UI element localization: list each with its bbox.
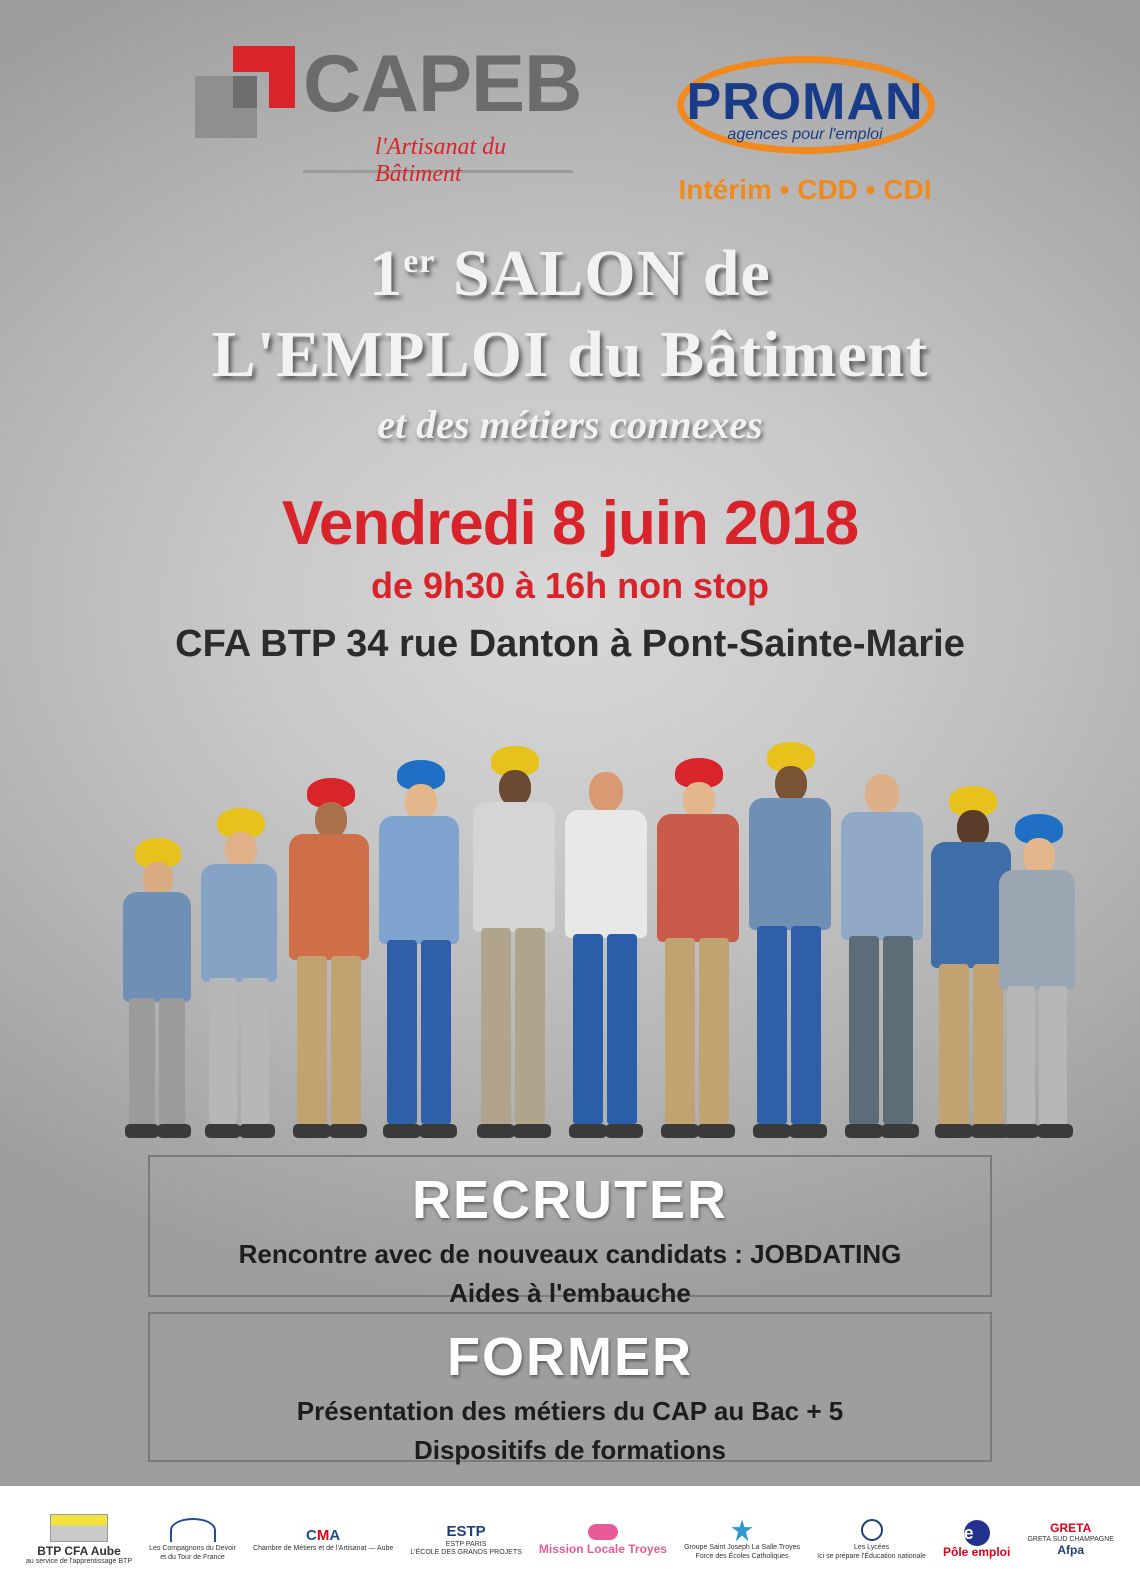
worker-figure — [371, 760, 467, 1138]
panel-recruter-line-1: Rencontre avec de nouveaux candidats : JOBDATING — [238, 1239, 902, 1269]
saint-joseph-icon — [731, 1519, 753, 1541]
title-line-2: L'EMPLOI du Bâtiment — [211, 318, 929, 392]
logos-header — [0, 38, 1140, 228]
compagnons-icon — [170, 1518, 216, 1542]
partner-compagnons-name: Les Compagnons du Devoir — [149, 1545, 236, 1553]
title-line-1 — [0, 237, 1140, 310]
event-date: Vendredi 8 juin 2018 — [281, 488, 859, 558]
worker-figure — [113, 838, 199, 1138]
partner-pole-emploi — [943, 1520, 1010, 1560]
partner-lycees — [817, 1519, 926, 1560]
title-block — [0, 237, 1140, 666]
partner-greta-afpa — [1027, 1522, 1113, 1558]
panel-former — [148, 1312, 992, 1465]
proman-contract-types: Intérim • CDD • CDI — [678, 174, 932, 205]
capeb-logo — [185, 38, 582, 198]
estp-icon: ESTP — [446, 1523, 486, 1541]
mission-locale-icon — [588, 1524, 618, 1540]
worker-figure — [193, 808, 285, 1138]
cma-icon: CMA — [306, 1527, 341, 1545]
panel-former-line-1: Présentation des métiers du CAP au Bac + 5 — [296, 1396, 844, 1426]
partner-btp-cfa-sub: au service de l'apprentissage BTP — [26, 1558, 133, 1566]
title-line-3: et des métiers connexes — [377, 401, 763, 447]
title-line-1-prefix: 1 — [369, 237, 404, 310]
panel-former-line-2: Dispositifs de formations — [413, 1435, 727, 1465]
partner-afpa-name: Afpa — [1057, 1543, 1085, 1558]
capeb-tagline: l'Artisanat du Bâtiment — [375, 134, 507, 187]
lycees-icon — [861, 1519, 883, 1541]
worker-figure — [739, 742, 839, 1138]
greta-afpa-icon: GRETA — [1050, 1521, 1092, 1536]
partner-compagnons-sub: et du Tour de France — [160, 1553, 225, 1561]
worker-figure — [555, 762, 655, 1138]
worker-figure — [647, 758, 747, 1138]
panel-recruter — [148, 1155, 992, 1308]
partner-mission-locale — [539, 1524, 667, 1557]
worker-figure — [991, 814, 1083, 1138]
title-line-1-sup: er — [403, 243, 436, 280]
partners-footer — [0, 1486, 1140, 1594]
partner-estp-sub: L'ÉCOLE DES GRANDS PROJETS — [410, 1548, 522, 1556]
panel-recruter-title: RECRUTER — [411, 1170, 728, 1230]
partner-cma-sub: Chambre de Métiers et de l'Artisanat — Aube — [253, 1544, 394, 1552]
partner-lycees-sub: Ici se prépare l'Éducation nationale — [817, 1552, 926, 1560]
event-hours: de 9h30 à 16h non stop — [370, 564, 770, 606]
partner-compagnons — [149, 1518, 236, 1561]
proman-logo — [655, 38, 955, 213]
panel-recruter-line-2: Aides à l'embauche — [449, 1278, 691, 1308]
worker-figure — [281, 778, 377, 1138]
partner-saint-joseph-sub: Force des Écoles Catholiques — [695, 1552, 789, 1560]
pole-emploi-icon: e — [964, 1520, 990, 1546]
partner-estp — [410, 1523, 521, 1556]
partner-saint-joseph — [684, 1519, 800, 1560]
event-place: CFA BTP 34 rue Danton à Pont-Sainte-Marie — [175, 622, 965, 665]
partner-cma — [253, 1527, 393, 1552]
partner-btp-cfa-name: BTP CFA Aube — [37, 1543, 121, 1558]
panel-former-title: FORMER — [447, 1327, 693, 1387]
partner-pole-emploi-name: Pôle emploi — [943, 1545, 1011, 1560]
proman-tagline: agences pour l'emploi — [727, 126, 883, 143]
partner-mission-locale-name: Mission Locale Troyes — [538, 1541, 667, 1556]
workers-photo — [85, 718, 1055, 1138]
partner-lycees-name: Les Lycées — [853, 1544, 890, 1552]
partner-btp-cfa — [26, 1514, 132, 1567]
capeb-name: CAPEB — [303, 39, 582, 129]
btp-cfa-icon — [50, 1514, 108, 1542]
partner-estp-name: ESTP PARIS — [445, 1540, 487, 1548]
partner-saint-joseph-name: Groupe Saint Joseph La Salle Troyes — [684, 1544, 801, 1552]
proman-name: PROMAN — [686, 73, 924, 131]
worker-figure — [831, 766, 931, 1138]
title-line-1-rest: SALON de — [435, 237, 771, 310]
partner-greta-name: GRETA SUD CHAMPAGNE — [1027, 1535, 1114, 1543]
capeb-cube-icon — [195, 46, 300, 141]
worker-figure — [463, 746, 563, 1138]
